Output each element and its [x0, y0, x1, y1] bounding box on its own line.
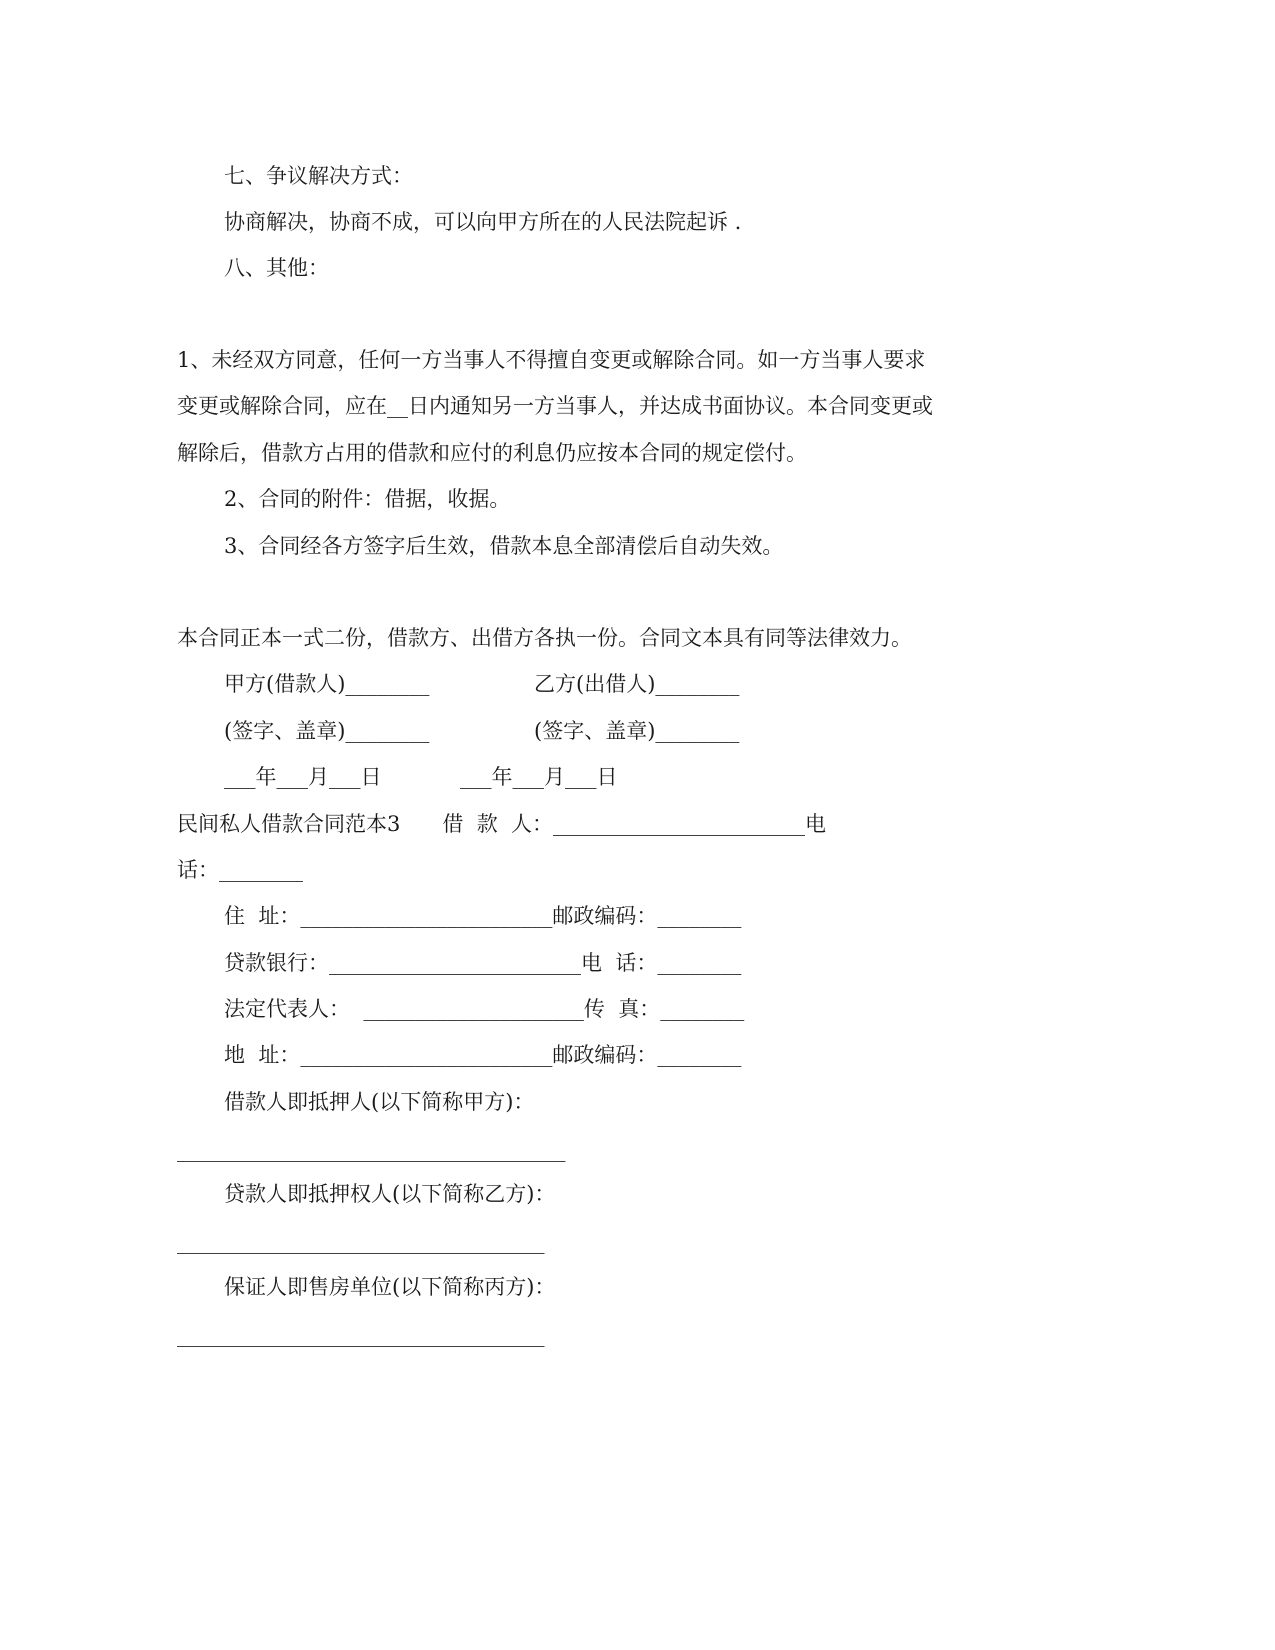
clause-1-line-1: 1、未经双方同意，任何一方当事人不得擅自变更或解除合同。如一方当事人要求 [177, 348, 926, 372]
clause-2: 2、合同的附件：借据，收据。 [224, 487, 511, 511]
template-3-title-line: 民间私人借款合同范本3 借 款 人：________________________电 [177, 812, 827, 836]
section-8-heading: 八、其他： [224, 256, 329, 280]
section-7-heading: 七、争议解决方式： [224, 164, 413, 188]
party-a-seal: (签字、盖章)________ [224, 719, 430, 743]
mortgagee-blank: ___________________________________ [177, 1230, 545, 1254]
address-2-field: 地 址：________________________邮政编码：________ [224, 1043, 742, 1067]
mortgagor-label: 借款人即抵押人(以下简称甲方)： [224, 1090, 535, 1114]
party-b-seal: (签字、盖章)________ [534, 719, 740, 743]
clause-1-line-3: 解除后，借款方占用的借款和应付的利息仍应按本合同的规定偿付。 [177, 441, 807, 465]
party-b-signature: 乙方(出借人)________ [534, 672, 740, 696]
clause-3: 3、合同经各方签字后生效，借款本息全部清偿后自动失效。 [224, 534, 784, 558]
section-7-body: 协商解决，协商不成，可以向甲方所在的人民法院起诉 . [224, 210, 742, 234]
phone-field: 话：________ [177, 858, 303, 882]
guarantor-label: 保证人即售房单位(以下简称丙方)： [224, 1275, 556, 1299]
mortgagee-label: 贷款人即抵押权人(以下简称乙方)： [224, 1182, 556, 1206]
mortgagor-blank: _____________________________________ [177, 1138, 566, 1162]
party-b-date: ___年___月___日 [460, 765, 618, 789]
legal-representative-field: 法定代表人： _____________________传 真：________ [224, 997, 745, 1021]
clause-1-line-2: 变更或解除合同，应在__日内通知另一方当事人，并达成书面协议。本合同变更或 [177, 394, 933, 418]
lending-bank-field: 贷款银行：________________________电 话：________ [224, 951, 742, 975]
address-field: 住 址：________________________邮政编码：________ [224, 904, 742, 928]
guarantor-blank: ___________________________________ [177, 1323, 545, 1347]
party-a-signature: 甲方(借款人)________ [224, 672, 430, 696]
copies-statement: 本合同正本一式二份，借款方、出借方各执一份。合同文本具有同等法律效力。 [177, 626, 912, 650]
party-a-date: ___年___月___日 [224, 765, 382, 789]
